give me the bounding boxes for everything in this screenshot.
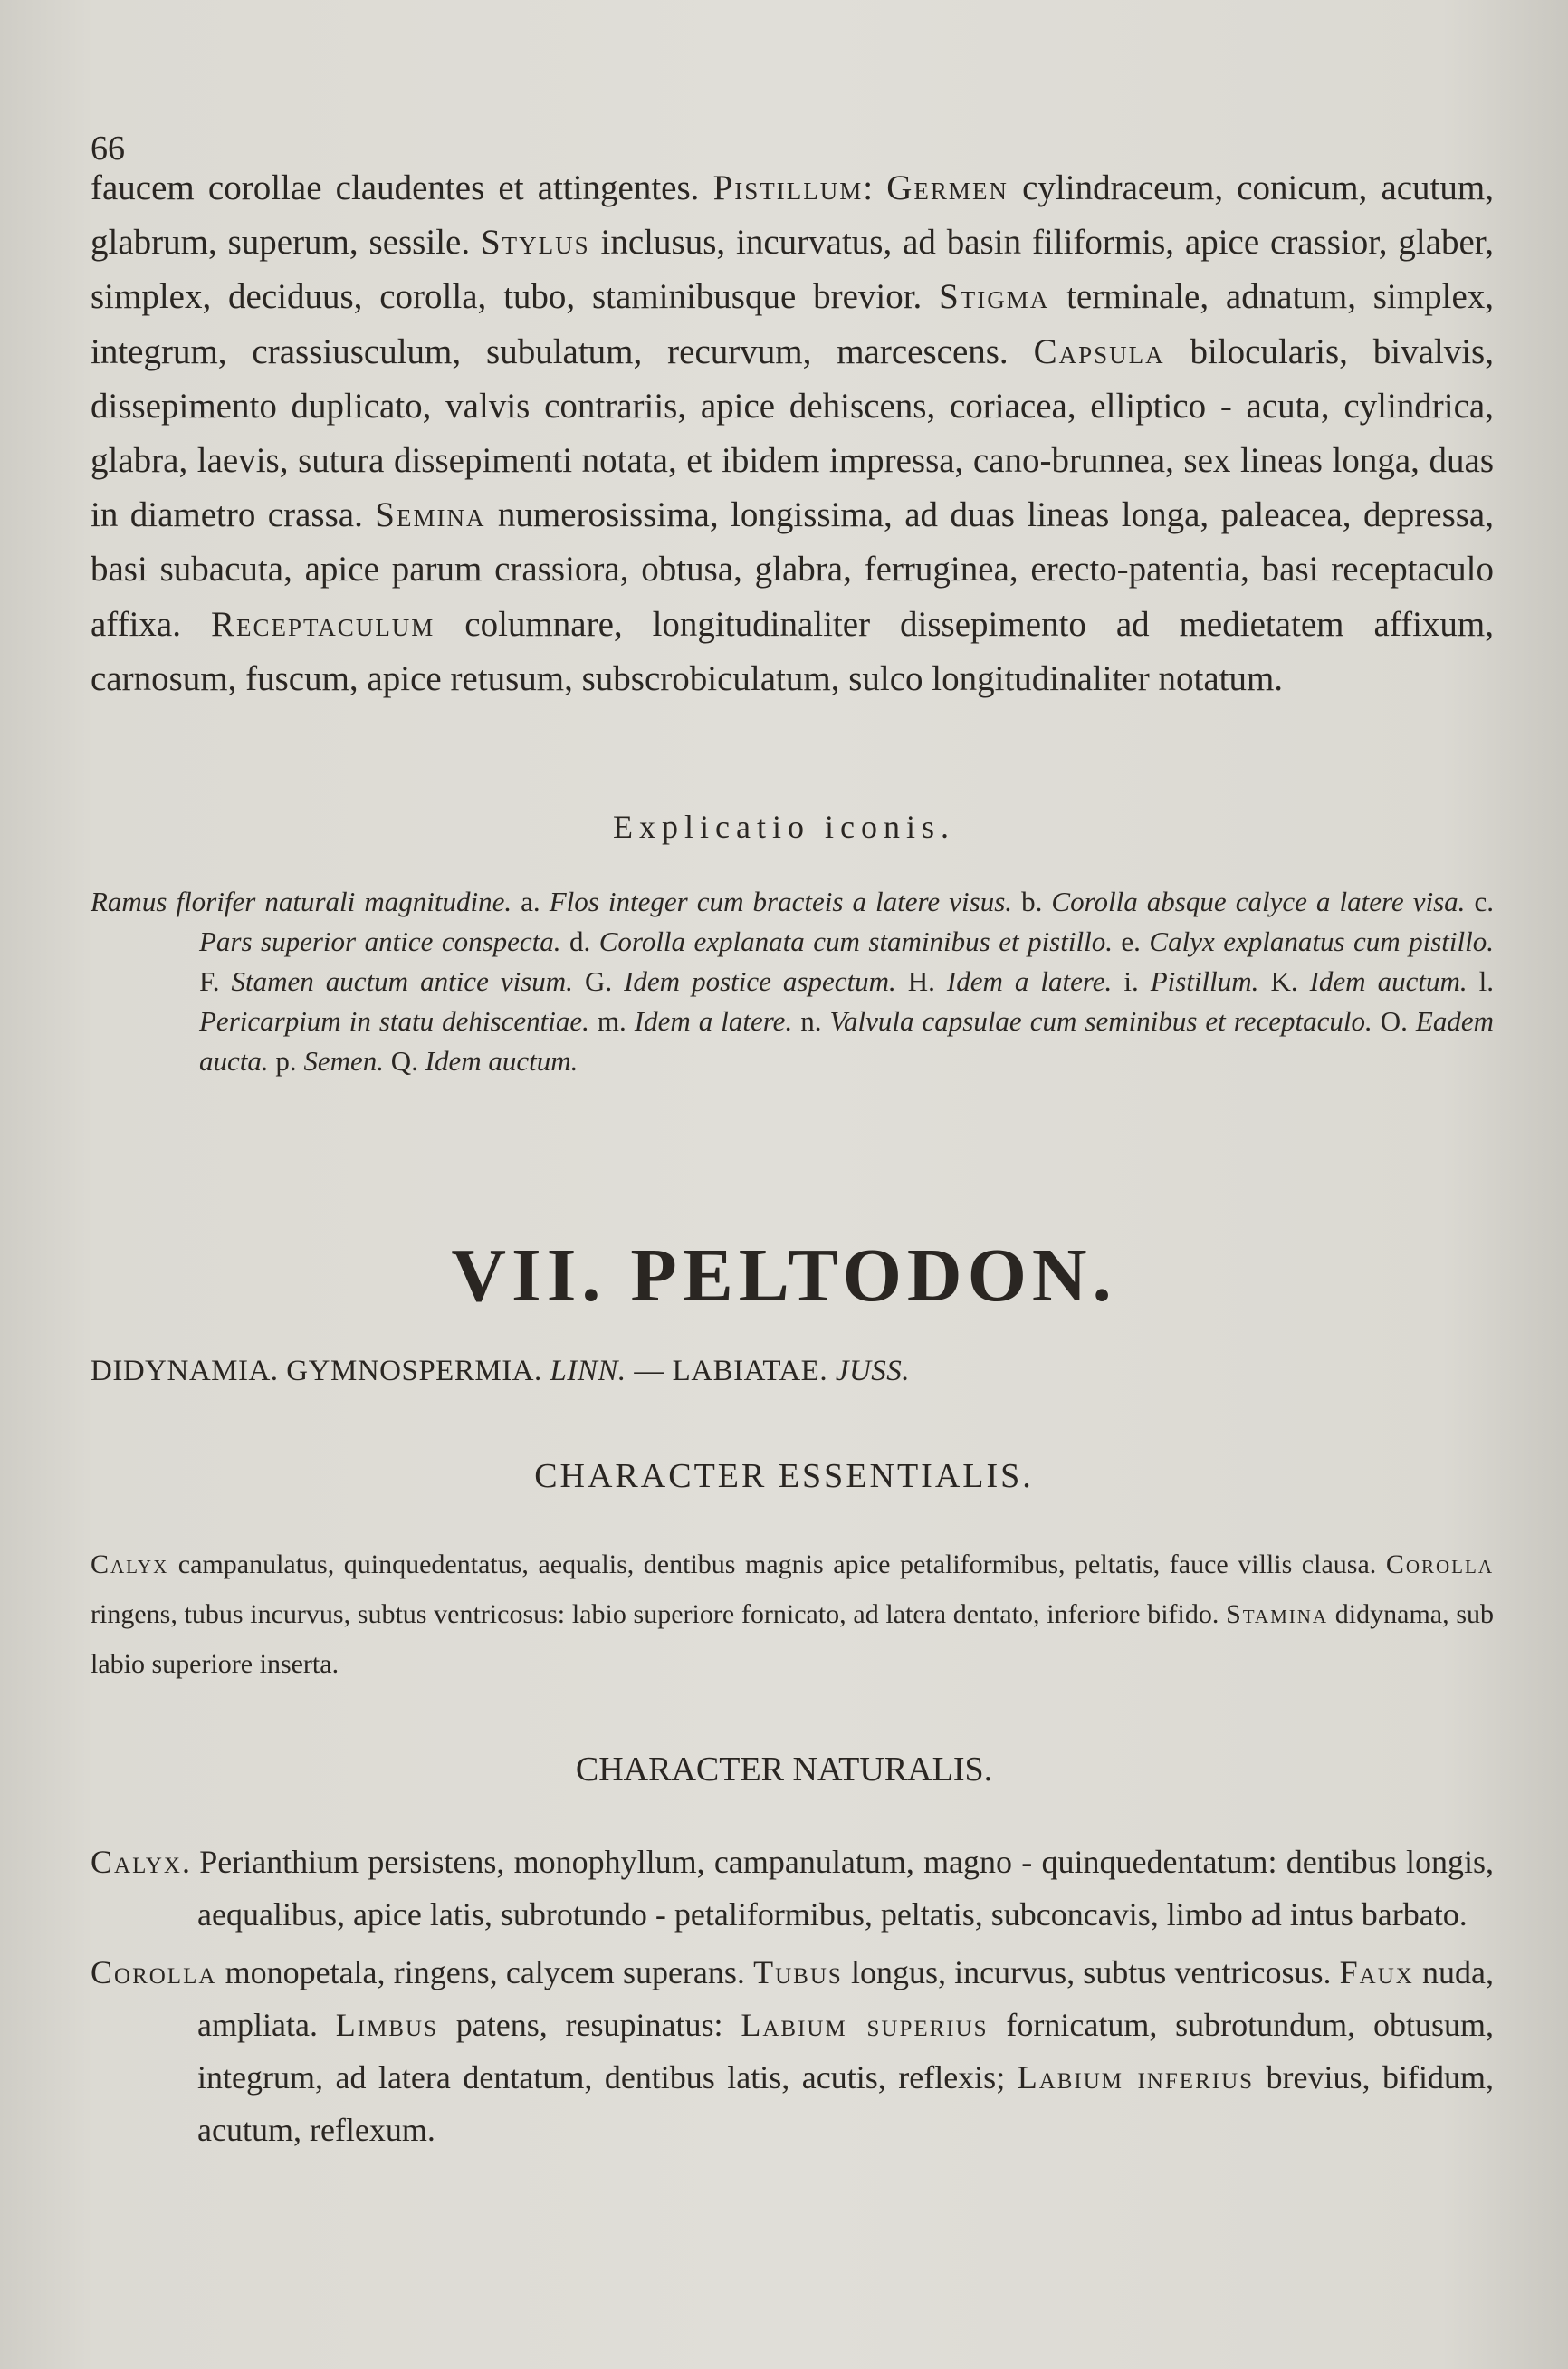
text-run: Calyx explanatus cum pistillo. — [1140, 926, 1494, 957]
naturalis-corolla-paragraph — [91, 1946, 1494, 2156]
text-run: Idem a latere. — [934, 965, 1124, 997]
text-run: longus, incurvus, subtus ventricosus. — [842, 1954, 1340, 1990]
text-run: cylindraceum, conicum, acutum, glabrum, superum, sessile. — [91, 168, 1494, 263]
character-essentialis-section — [91, 1539, 1494, 1689]
text-run: brevius, bifidum, acutum, reflexum. — [197, 2059, 1495, 2148]
explicatio-section — [91, 882, 1494, 1081]
character-essentialis-heading: CHARACTER ESSENTIALIS. — [534, 1457, 1034, 1495]
text-run: faucem corollae claudentes et attingentes. — [91, 168, 713, 207]
term-small-caps: Stylus — [480, 223, 590, 263]
term-small-caps: Limbus — [335, 2007, 438, 2043]
figure-letter: H. — [907, 965, 935, 997]
text-run: numerosissima, longissima, ad duas lineas longa, paleacea, depressa, basi subacuta, apice parum crassiora, obtusa, glabra, ferruginea, erecto-patentia, basi receptaculo affixa. — [91, 495, 1494, 644]
term-small-caps: Labium inferius — [1017, 2059, 1255, 2096]
term-small-caps: Capsula — [1033, 331, 1165, 371]
text-run: bilocularis, bivalvis, dissepimento duplicato, valvis contrariis, apice dehiscens, coriacea, elliptico - acuta, cylindrica, glabra, laevis, sutura dissepimenti notata, et ibidem impressa, cano-brunnea, sex lineas longa, duas in diametro crassa. — [91, 331, 1494, 535]
figure-letter: K. — [1270, 965, 1298, 997]
text-run: didynama, sub labio superiore inserta. — [91, 1599, 1494, 1679]
page-number: 66 — [91, 129, 125, 168]
text-run: terminale, adnatum, simplex, integrum, crassiusculum, subulatum, recurvum, marcescens. — [91, 277, 1495, 371]
term-small-caps: Corolla — [91, 1954, 217, 1990]
explicatio-heading: Explicatio iconis. — [613, 809, 955, 845]
classification-dash: — — [634, 1355, 673, 1387]
figure-letter: O. — [1380, 1005, 1408, 1037]
figure-letter: Q. — [390, 1045, 418, 1077]
text-run: inclusus, incurvatus, ad basin filiformis, apice crassior, glaber, simplex, deciduus, corolla, tubo, staminibusque brevior. — [91, 223, 1494, 317]
term-small-caps: Calyx — [91, 1549, 169, 1579]
family-name: LABIATAE. — [672, 1355, 828, 1387]
text-run: Corolla absque calyce a latere visa. — [1042, 886, 1475, 917]
explicatio-paragraph — [91, 882, 1494, 1081]
figure-letter: b. — [1021, 886, 1043, 917]
classification-line — [91, 1355, 910, 1388]
text-run: columnare, longitudinaliter dissepimento ad medietatem affixum, carnosum, fuscum, apice retusum, subscrobiculatum, sulco longitudinaliter notatum. — [91, 604, 1494, 698]
term-small-caps: Tubus — [753, 1954, 843, 1990]
text-run: Eadem aucta. — [199, 1005, 1494, 1077]
term-small-caps: Receptaculum — [210, 604, 435, 644]
intro-section — [91, 161, 1494, 706]
text-run: Corolla explanata cum staminibus et pistillo. — [590, 926, 1122, 957]
text-run: Pars superior antice conspecta. — [199, 926, 569, 957]
intro-paragraph — [91, 161, 1494, 706]
naturalis-calyx-paragraph — [91, 1836, 1494, 1941]
figure-letter: F. — [199, 965, 220, 997]
figure-letter: i. — [1123, 965, 1139, 997]
text-run: Semen. — [296, 1045, 391, 1077]
text-run: Idem postice aspectum. — [612, 965, 908, 997]
figure-letter: l. — [1478, 965, 1494, 997]
term-small-caps: Calyx — [91, 1844, 182, 1880]
text-run: patens, resupinatus: — [437, 2007, 741, 2043]
text-run: Flos integer cum bracteis a latere visus. — [540, 886, 1022, 917]
character-naturalis-heading: CHARACTER NATURALIS. — [575, 1750, 993, 1789]
text-run: : — [863, 168, 887, 207]
text-run: campanulatus, quinquedentatus, aequalis, dentibus magnis apice petaliformibus, peltatis, fauce villis clausa. — [168, 1549, 1386, 1579]
text-run: fornicatum, subrotundum, obtusum, integrum, ad latera dentatum, dentibus latis, acutis, reflexis; — [197, 2007, 1494, 2096]
text-run: Ramus florifer naturali magnitudine. — [91, 886, 521, 917]
juss-author: JUSS. — [835, 1355, 911, 1387]
text-run: Pistillum. — [1138, 965, 1271, 997]
term-small-caps: Faux — [1339, 1954, 1414, 1990]
figure-letter: e. — [1121, 926, 1141, 957]
text-run: nuda, ampliata. — [197, 1954, 1494, 2043]
character-essentialis-paragraph — [91, 1539, 1494, 1689]
text-run: Pericarpium in statu dehiscentiae. — [199, 1005, 598, 1037]
figure-letter: a. — [521, 886, 540, 917]
figure-letter: G. — [584, 965, 613, 997]
linn-author: LINN. — [550, 1355, 626, 1387]
class-order: DIDYNAMIA. GYMNOSPERMIA. — [91, 1355, 542, 1387]
term-small-caps: Pistillum — [712, 168, 864, 207]
term-small-caps: Stamina — [1226, 1599, 1329, 1629]
text-run: Stamen auctum antice visum. — [219, 965, 585, 997]
term-small-caps: Germen — [886, 168, 1009, 207]
genus-title: VII. PELTODON. — [451, 1233, 1117, 1318]
term-small-caps: Semina — [375, 495, 486, 535]
character-naturalis-section — [91, 1836, 1494, 2156]
figure-letter: d. — [569, 926, 591, 957]
term-small-caps: Stigma — [939, 277, 1050, 317]
term-small-caps: Labium superius — [741, 2007, 989, 2043]
figure-letter: p. — [275, 1045, 297, 1077]
figure-letter: n. — [800, 1005, 822, 1037]
text-run: Idem auctum. — [417, 1045, 578, 1077]
term-small-caps: Corolla — [1385, 1549, 1494, 1579]
text-run: ringens, tubus incurvus, subtus ventricosus: labio superiore fornicato, ad latera dentato, inferiore bifido. — [91, 1599, 1227, 1629]
text-run: . Perianthium persistens, monophyllum, campanulatum, magno - quinquedentatum: dentibus longis, aequalibus, apice latis, subrotundo - petaliformibus, peltatis, subconcavis, limbo ad intus barbato. — [181, 1844, 1494, 1933]
figure-letter: m. — [597, 1005, 626, 1037]
text-run: Idem auctum. — [1297, 965, 1479, 997]
text-run: monopetala, ringens, calycem superans. — [216, 1954, 754, 1990]
text-run: Idem a latere. — [626, 1005, 801, 1037]
figure-letter: c. — [1474, 886, 1494, 917]
text-run: Valvula capsulae cum seminibus et receptaculo. — [821, 1005, 1381, 1037]
